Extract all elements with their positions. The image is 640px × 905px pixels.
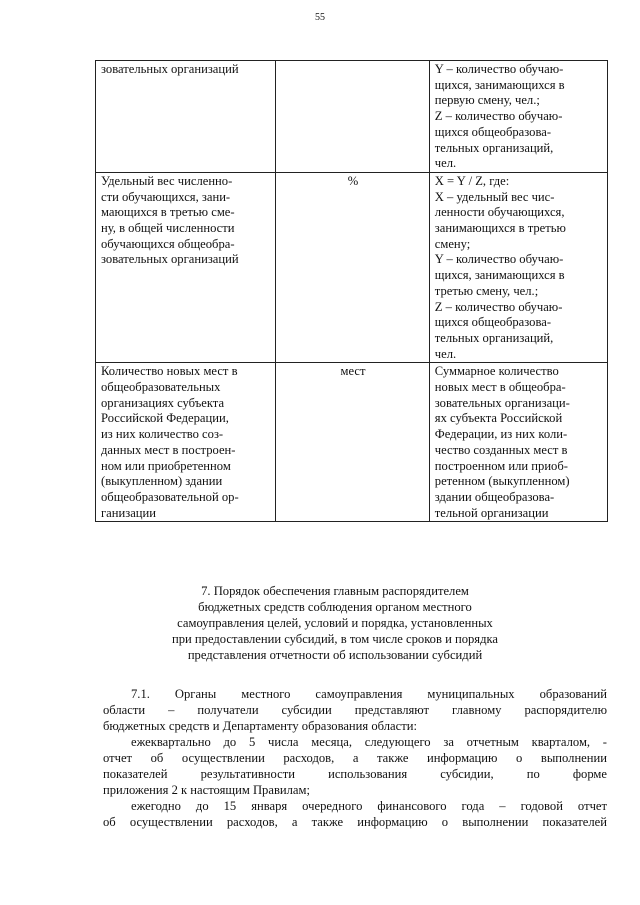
text-line: ретенном (выкупленном) bbox=[434, 474, 570, 489]
text-line: ганизации bbox=[101, 505, 157, 520]
text-line: Z – количество обучаю- bbox=[434, 299, 563, 314]
table-body bbox=[96, 61, 608, 522]
text-line: чел. bbox=[434, 346, 457, 361]
formula-cell bbox=[429, 61, 607, 173]
text-line: Количество новых мест в bbox=[101, 364, 238, 379]
text-line: щихся общеобразова- bbox=[434, 124, 552, 139]
indicators-table bbox=[95, 60, 608, 522]
text-line: ях субъекта Российской bbox=[434, 411, 563, 426]
text-line: общеобразовательных bbox=[101, 380, 221, 395]
section-heading bbox=[150, 583, 520, 663]
text-line: Удельный вес численно- bbox=[101, 173, 233, 188]
text-line: (выкупленном) здании bbox=[101, 474, 223, 489]
text-line: X – удельный вес чис- bbox=[434, 189, 555, 204]
page-number: 55 bbox=[315, 12, 325, 23]
text-line: щихся, занимающихся в bbox=[434, 268, 565, 283]
paragraph-line: ежегодно до 15 января очередного финансового года – годовой отчет bbox=[131, 799, 607, 813]
paragraph-line: области – получатели субсидии представляют главному распорядителю bbox=[103, 703, 607, 717]
paragraph-line: показателей результативности использования субсидии, по форме bbox=[103, 767, 607, 781]
text-line: общеобразовательной ор- bbox=[101, 489, 239, 504]
indicator-cell bbox=[96, 172, 276, 362]
body-text bbox=[103, 686, 607, 830]
text-line: смену; bbox=[434, 236, 471, 251]
text-line: организациях субъекта bbox=[101, 395, 225, 410]
text-line: тельных организаций, bbox=[434, 330, 554, 345]
text-line: Федерации, из них коли- bbox=[434, 427, 568, 442]
text-line: Российской Федерации, bbox=[101, 411, 229, 426]
table-row bbox=[96, 61, 608, 173]
text-line: сти обучающихся, зани- bbox=[101, 189, 231, 204]
paragraph-line: об осуществлении расходов, а также информацию о выполнении показателей bbox=[103, 815, 607, 829]
text-line: тельной организации bbox=[434, 505, 549, 520]
heading-line: самоуправления целей, условий и порядка, установленных bbox=[177, 616, 493, 630]
formula-cell bbox=[429, 172, 607, 362]
text-line: здании общеобразова- bbox=[434, 489, 555, 504]
text-line: тельных организаций, bbox=[434, 140, 554, 155]
unit-cell bbox=[276, 61, 430, 173]
text-line: Y – количество обучаю- bbox=[434, 252, 564, 267]
text-line: построенном или приоб- bbox=[434, 458, 568, 473]
table-row bbox=[96, 172, 608, 362]
paragraph-line: отчет об осуществлении расходов, а также информацию о выполнении bbox=[103, 751, 607, 765]
text-line: зовательных организаций bbox=[101, 62, 239, 76]
text-line: мающихся в третью сме- bbox=[101, 205, 235, 220]
text-line: первую смену, чел.; bbox=[434, 93, 540, 108]
text-line: данных мест в построен- bbox=[101, 442, 236, 457]
table-row bbox=[96, 363, 608, 522]
heading-line: представления отчетности об использовании субсидий bbox=[187, 648, 483, 662]
text-line: третью смену, чел.; bbox=[434, 283, 539, 298]
text-line: занимающихся в третью bbox=[434, 221, 566, 236]
text-line: щихся, занимающихся в bbox=[434, 77, 565, 92]
heading-line: при предоставлении субсидий, в том числе сроков и порядка bbox=[171, 632, 499, 646]
text-line: X = Y / Z, где: bbox=[434, 173, 510, 188]
heading-line: 7. Порядок обеспечения главным распорядителем bbox=[201, 584, 469, 598]
paragraph-line: ежеквартально до 5 числа месяца, следующего за отчетным кварталом, - bbox=[131, 735, 607, 749]
unit-cell: мест bbox=[276, 363, 430, 522]
text-line: Y – количество обучаю- bbox=[434, 62, 564, 76]
paragraph-line: бюджетных средств и Департаменту образования области: bbox=[103, 719, 417, 733]
paragraph-line: приложения 2 к настоящим Правилам; bbox=[103, 783, 310, 797]
text-line: из них количество соз- bbox=[101, 427, 224, 442]
text-line: чество созданных мест в bbox=[434, 442, 568, 457]
text-line: ном или приобретенном bbox=[101, 458, 231, 473]
text-line: обучающихся общеобра- bbox=[101, 236, 235, 251]
text-line: ну, в общей численности bbox=[101, 221, 235, 236]
heading-line: бюджетных средств соблюдения органом местного bbox=[198, 600, 472, 614]
unit-cell: % bbox=[276, 172, 430, 362]
indicator-cell bbox=[96, 363, 276, 522]
text-line: новых мест в общеобра- bbox=[434, 380, 566, 395]
text-line: щихся общеобразова- bbox=[434, 315, 552, 330]
text-line: зовательных организаций bbox=[101, 252, 239, 267]
text-line: чел. bbox=[434, 156, 457, 171]
indicator-cell bbox=[96, 61, 276, 173]
formula-cell bbox=[429, 363, 607, 522]
text-line: Z – количество обучаю- bbox=[434, 109, 563, 124]
text-line: ленности обучающихся, bbox=[434, 205, 565, 220]
text-line: зовательных организаци- bbox=[434, 395, 570, 410]
text-line: Суммарное количество bbox=[434, 364, 559, 379]
paragraph-line: 7.1. Органы местного самоуправления муниципальных образований bbox=[131, 687, 607, 701]
